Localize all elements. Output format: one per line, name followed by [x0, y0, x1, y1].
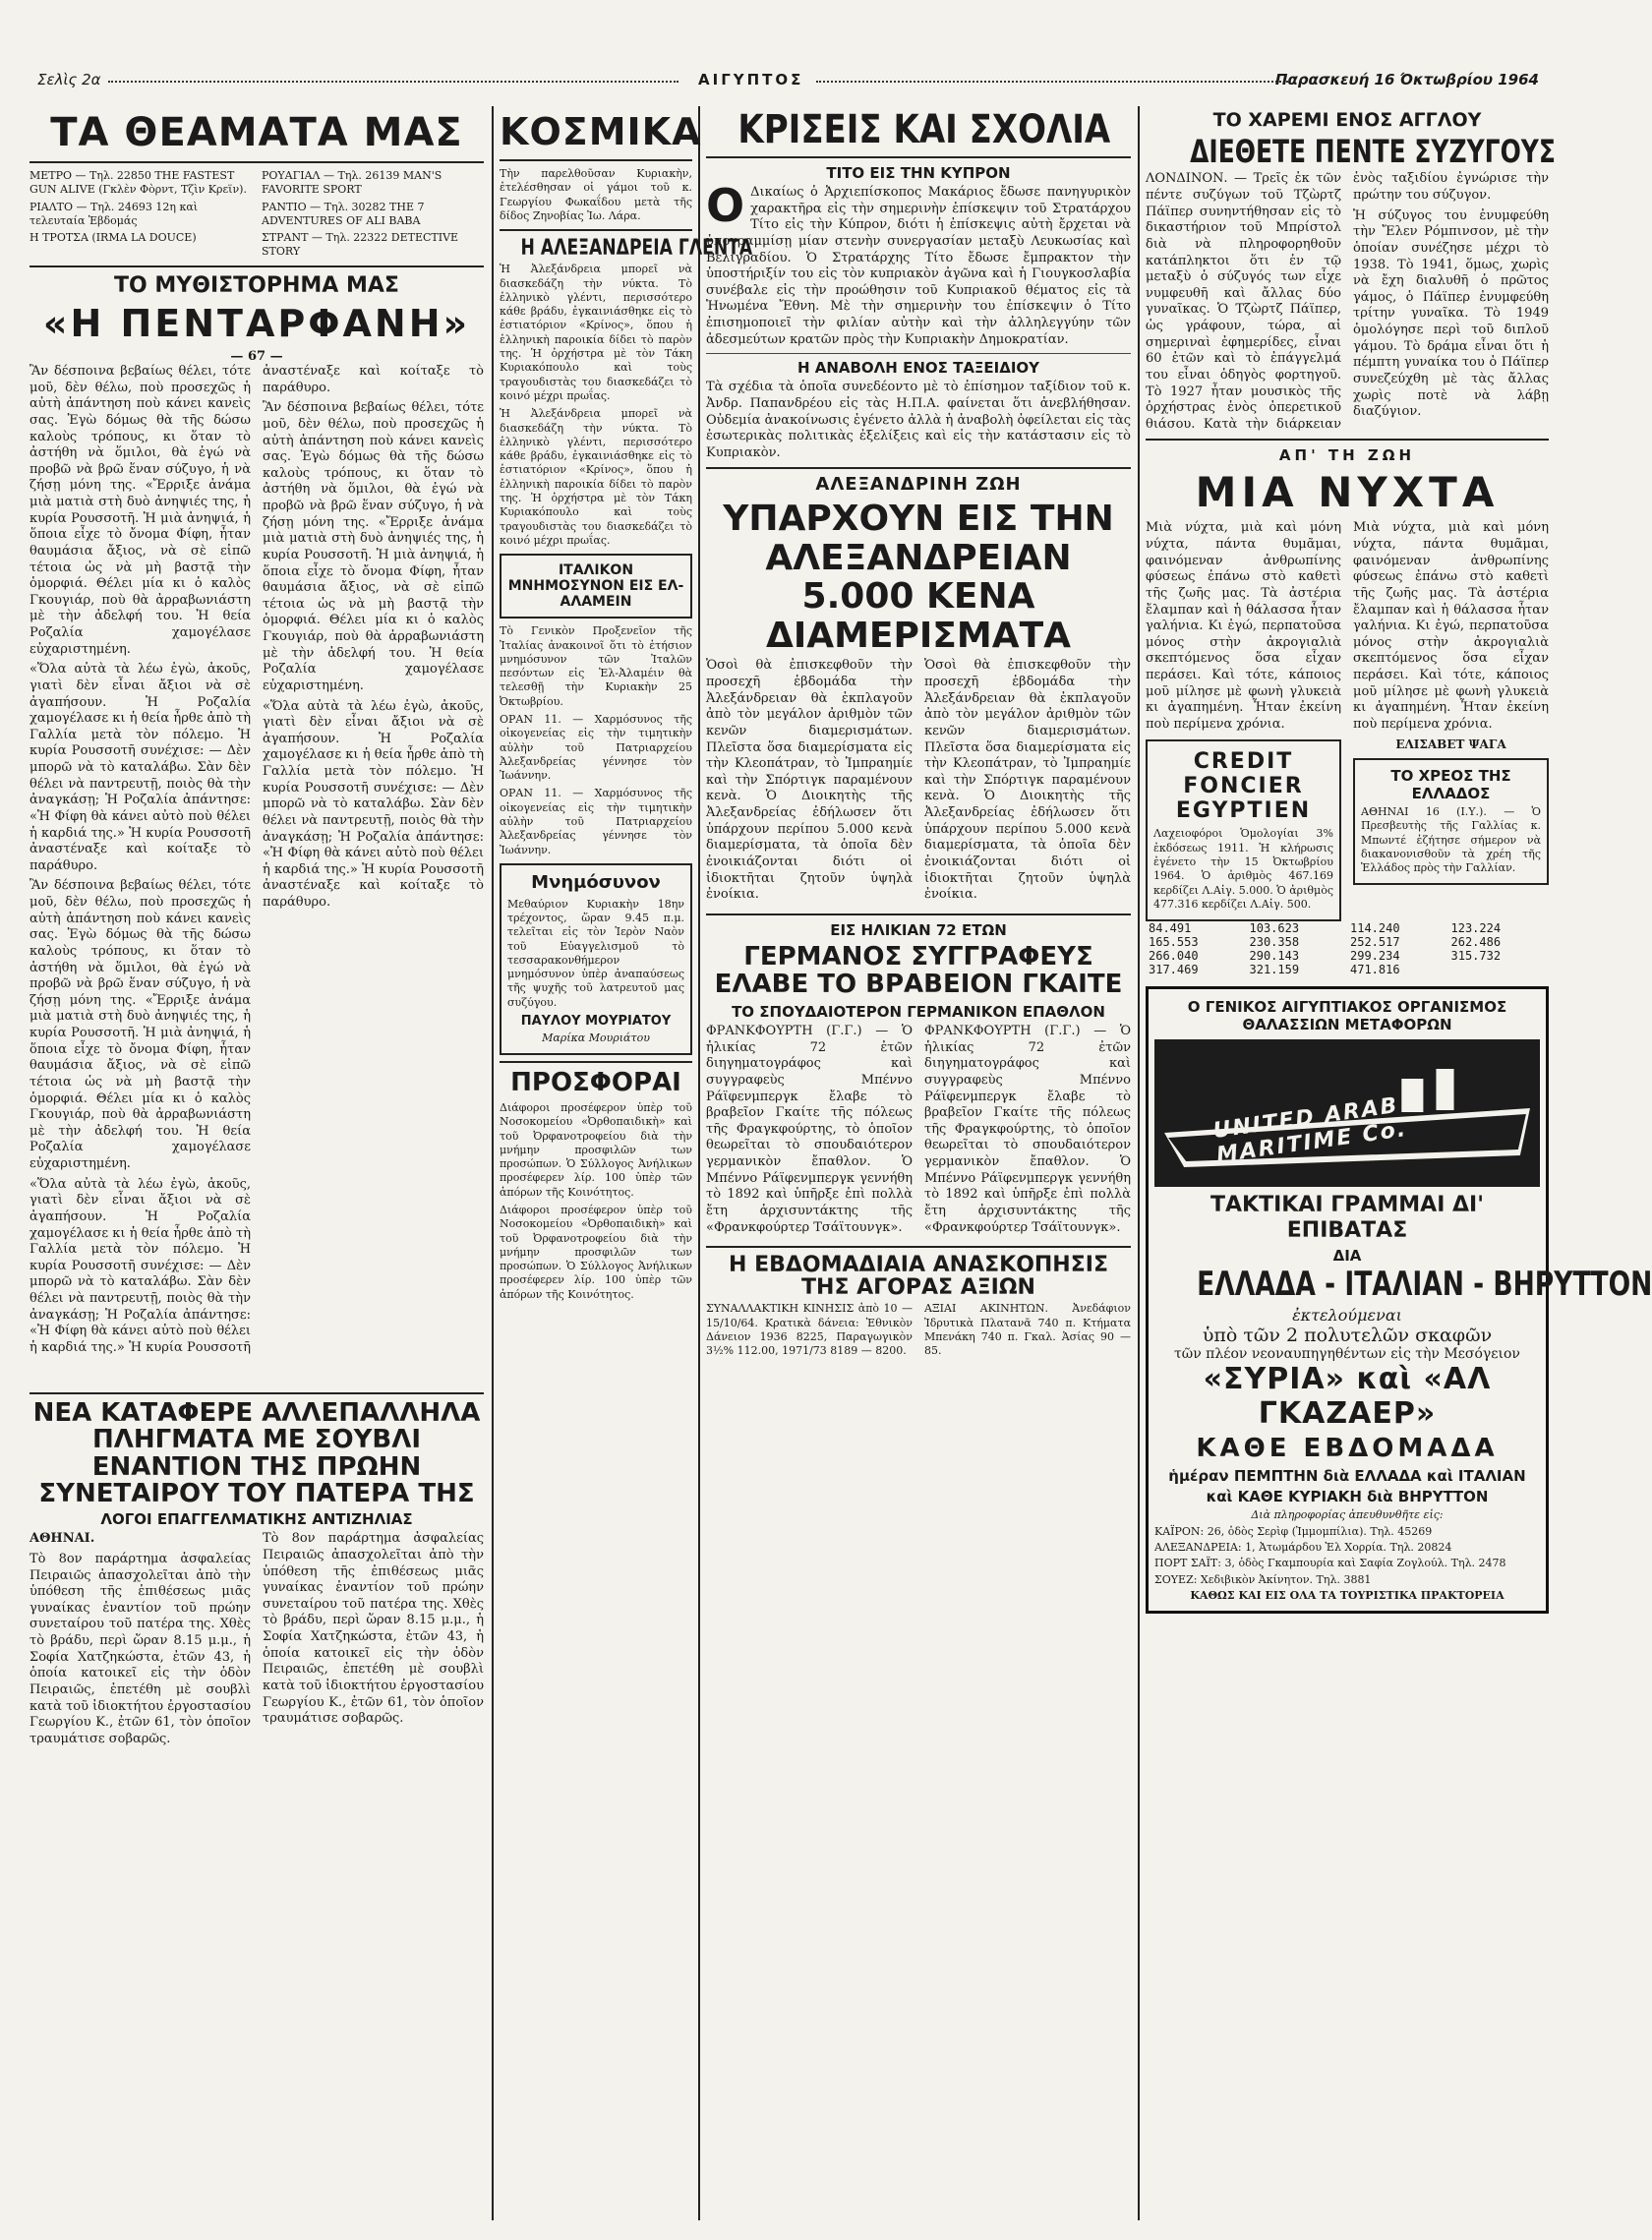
ad-ektel: ἐκτελούμεναι: [1292, 1305, 1402, 1325]
column-commentary: [706, 106, 1131, 1363]
market-right: ΑΞΙΑΙ ΑΚΙΝΗΤΩΝ. Ἀνεδάφιον Ἰδρυτικὰ Πλατανᾶ 740 π. Κτήματα Μπενάκη 740 π. Γκαλ. Ἀσίας 90 — 85.: [924, 1302, 1131, 1358]
table-row: [1146, 963, 1549, 976]
story-paragraph: Τὸ 8ον παράρτημα ἀσφαλείας Πειραιῶς ἀπασχολεῖται ἀπὸ τὴν ὑπόθεση τῆς ἐπιθέσεως μιᾶς γυναίκας ἐναντίον τοῦ πρώην συνεταίρου τοῦ πατέρα της. Χθὲς τὸ βράδυ, περὶ ὥραν 8.15 μ.μ., ἡ Σοφία Χατζηκώστα, ἐτῶν 43, ἡ ὁποία κατοικεῖ εἰς τὴν ὁδὸν Πειραιῶς, ἐπετέθη μὲ σουβλὶ κατὰ τοῦ ἰδιοκτήτου ἐργοστασίου Γεωργίου Κ., ἐτῶν 61, τὸν ὁποῖον τραυμάτισε σοβαρῶς.: [263, 1531, 484, 1727]
market-body: [706, 1302, 1131, 1362]
divider: [500, 159, 692, 161]
goethe-subheadline: ΤΟ ΣΠΟΥΔΑΙΟΤΕΡΟΝ ΓΕΡΜΑΝΙΚΟΝ ΕΠΑΘΛΟΝ: [732, 1003, 1105, 1021]
offers-text: Διάφοροι προσέφερον ὑπὲρ τοῦ Νοσοκομείου «Ὀρθοπαιδικὴ» καὶ τοῦ Ὀρφανοτροφείου διὰ τὴν μνήμην προσφιλῶν των προσώπων. Ὁ Σύλλογος Ἀνήλικων προσέφερεν λίρ. 100 ὑπὲρ τῶν ἀπόρων τῆς Κοινότητος.: [500, 1100, 692, 1199]
ad-ships-line: ὑπὸ τῶν 2 πολυτελῶν σκαφῶν: [1202, 1324, 1493, 1346]
table-cell: 103.623: [1249, 921, 1300, 936]
ad-office-suez: ΣΟΥΕΖ: Χεδιβικὸν Ἀκίνητον. Τηλ. 3881: [1154, 1572, 1372, 1586]
alexandria-text: Ἡ Ἀλεξάνδρεια μπορεῖ νὰ διασκεδάζη τὴν νύκτα. Τὸ ἑλληνικὸ γλέντι, περισσότερο κάθε βράδυ, ἐγκαινιάσθηκε εἰς τὸ ἑστιατόριον «Κρίνος», ὅπου ἡ ἑλληνικὴ παροικία δίδει τὸ παρὸν της. Ἡ ὀρχήστρα μὲ τὸν Τάκη Κυριακόπουλο καὶ τοὺς τραγουδιστὰς του διασκεδάζει τὸ κοινό μέχρι πρωΐας.: [500, 407, 692, 547]
divider: [30, 1392, 484, 1394]
listing: ΜΕΤΡΟ — Τηλ. 22850 THE FASTEST GUN ALIVE (Γκλὲν Φὸρντ, Τζὶν Κρεϊν).: [30, 169, 247, 197]
harem-headline: ΔΙΕΘΕΤΕ ΠΕΝΤΕ ΣΥΖΥΓΟΥΣ: [1190, 132, 1556, 170]
italian-memorial-headline: ΙΤΑΛΙΚΟΝ ΜΝΗΜΟΣΥΝΟΝ ΕΙΣ ΕΛ-ΑΛΑΜΕΙΝ: [507, 562, 684, 611]
table-row: [1146, 921, 1549, 935]
births-text: ΟΡΑΝ 11. — Χαρμόσυνος τῆς οἰκογενείας εἰς τὴν τιμητικὴν αὐλὴν τοῦ Πατριαρχείου Ἀλεξανδρείας γέννησε τὸν Ἰωάννην.: [500, 787, 692, 856]
table-cell: 252.517: [1350, 935, 1400, 950]
novel-paragraph: «Ὅλα αὐτὰ τὰ λέω ἐγὼ, ἀκοῦς, γιατὶ δὲν εἶναι ἄξιοι νὰ σὲ ἀγαπήσουν. Ἡ Ροζαλία χαμογέλασε κι ἡ θεία ἦρθε ἀπὸ τὴ Γαλλία μετὰ τὸν πόλεμο. Ἡ κυρία Ρουσσοτῆ συνέχισε: — Δὲν μπορῶ νὰ τὸ καταλάβω. Σὰν δὲν θέλει νὰ παντρευτῇ, ποιὸς θὰ τὴν ἀναγκάσῃ; Ἡ Ροζαλία ἀπάντησε: «Ἡ Φίφη θὰ κάνει αὐτὸ ποὺ θέλει ἡ καρδιά της.» Ἡ κυρία Ρουσσοτῆ ἀναστέναξε καὶ κοίταξε τὸ παράθυρο.: [30, 364, 484, 1355]
night-body: [1146, 520, 1549, 921]
market-left: ΣΥΝΑΛΛΑΚΤΙΚΗ ΚΙΝΗΣΙΣ ἀπὸ 10 — 15/10/64. Κρατικὰ δάνεια: Ἐθνικὸν Δάνειον 1936 8225, Παραγωγικὸν 3½% 112.00, 1971/73 8189 — 8200.: [706, 1302, 913, 1358]
harem-tag: ΤΟ ΧΑΡΕΜΙ ΕΝΟΣ ΑΓΓΛΟΥ: [1212, 109, 1482, 131]
memorial-text: Μεθαύριον Κυριακὴν 18ην τρέχοντος, ὥραν 9.45 π.μ. τελεῖται εἰς τὸν Ἱερὸν Ναὸν τοῦ Εὐαγγελισμοῦ τὸ τεσσαρακονθήμερον μνημόσυνον ὑπὲρ ἀναπαύσεως τῆς ψυχῆς τοῦ λατρευτοῦ μας συζύγου.: [507, 897, 684, 1009]
ad-weekly: ΚΑΘΕ ΕΒΔΟΜΑΔΑ: [1196, 1433, 1499, 1463]
newspaper-page: [30, 0, 1652, 2240]
story-dateline: ΑΘΗΝΑΙ.: [30, 1531, 95, 1547]
divider: [30, 265, 484, 267]
tito-subheadline: ΤΙΤΟ ΕΙΣ ΤΗΝ ΚΥΠΡΟΝ: [826, 164, 1011, 182]
goethe-body: [706, 1024, 1131, 1240]
debt-text: ΑΘΗΝΑΙ 16 (Ι.Υ.). — Ὁ Πρεσβευτὴς τῆς Γαλλίας κ. Μπωντέ ἐζήτησε σήμερον νὰ διακανονισθοῦν τὰ χρέη τῆς Ἑλλάδος πρὸς τὴν Γαλλίαν.: [1361, 804, 1541, 875]
table-cell: 290.143: [1249, 949, 1300, 964]
trip-subheadline: Η ΑΝΑΒΟΛΗ ΕΝΟΣ ΤΑΞΕΙΔΙΟΥ: [796, 359, 1040, 378]
offers-text: Διάφοροι προσέφερον ὑπὲρ τοῦ Νοσοκομείου «Ὀρθοπαιδικὴ» καὶ τοῦ Ὀρφανοτροφείου διὰ τὴν μνήμην προσφιλῶν των προσώπων. Ὁ Σύλλογος Ἀνήλικων προσέφερεν λίρ. 100 ὑπὲρ τῶν ἀπόρων τῆς Κοινότητος.: [500, 1204, 692, 1301]
table-row: [1146, 949, 1549, 963]
novel-paragraph: «Ὅλα αὐτὰ τὰ λέω ἐγὼ, ἀκοῦς, γιατὶ δὲν εἶναι ἄξιοι νὰ σὲ ἀγαπήσουν. Ἡ Ροζαλία χαμογέλασε κι ἡ θεία ἦρθε ἀπὸ τὴ Γαλλία μετὰ τὸν πόλεμο. Ἡ κυρία Ρουσσοτῆ συνέχισε: — Δὲν μπορῶ νὰ τὸ καταλάβω. Σὰν δὲν θέλει νὰ παντρευτῇ, ποιὸς θὰ τὴν ἀναγκάσῃ; Ἡ Ροζαλία ἀπάντησε: «Ἡ Φίφη θὰ κάνει αὐτὸ ποὺ θέλει ἡ καρδιά της.» Ἡ κυρία Ρουσσοτῆ ἀναστέναξε καὶ κοίταξε τὸ παράθυρο.: [263, 698, 484, 911]
section-title-commentary: ΚΡΙΣΕΙΣ ΚΑΙ ΣΧΟΛΙΑ: [738, 107, 1111, 152]
table-cell: 317.469: [1149, 963, 1199, 977]
dropcap: Ο: [706, 179, 745, 232]
credit-foncier-text: Λαχειοφόροι Ὁμολογίαι 3% ἐκδόσεως 1911. Ἡ κλήρωσις ἐγένετο τὴν 15 Ὀκτωβρίου 1964. Ὁ ἀριθμὸς 467.169 κερδίζει Λ.Αἰγ. 5.000. Ὁ ἀριθμὸς 477.316 κερδίζει Λ.Αἰγ. 500.: [1153, 827, 1333, 911]
table-cell: 266.040: [1149, 949, 1199, 964]
story-paragraph: Τὸ 8ον παράρτημα ἀσφαλείας Πειραιῶς ἀπασχολεῖται ἀπὸ τὴν ὑπόθεση τῆς ἐπιθέσεως μιᾶς γυναίκας ἐναντίον τοῦ πρώην συνεταίρου τοῦ πατέρα της. Χθὲς τὸ βράδυ, περὶ ὥραν 8.15 μ.μ., ἡ Σοφία Χατζηκώστα, ἐτῶν 43, ἡ ὁποία κατοικεῖ εἰς τὴν ὁδὸν Πειραιῶς, ἐπετέθη μὲ σουβλὶ κατὰ τοῦ ἰδιοκτήτου ἐργοστασίου Γεωργίου Κ., ἐτῶν 61, τὸν ὁποῖον τραυμάτισε σοβαρῶς.: [30, 1551, 251, 1746]
ad-organization: Ο ΓΕΝΙΚΟΣ ΑΙΓΥΠΤΙΑΚΟΣ ΟΡΓΑΝΙΣΜΟΣ ΘΑΛΑΣΣΙΩΝ ΜΕΤΑΦΟΡΩΝ: [1187, 998, 1507, 1034]
goethe-headline: ΓΕΡΜΑΝΟΣ ΣΥΓΓΡΑΦΕΥΣ ΕΛΑΒΕ ΤΟ ΒΡΑΒΕΙΟΝ ΓΚΑΙΤΕ: [714, 941, 1123, 1000]
ad-office-alexandria: ΑΛΕΞΑΝΔΡΕΙΑ: 1, Ἀτωμάρδου Ἐλ Χορρία. Τηλ. 20824: [1154, 1541, 1452, 1554]
divider: [500, 229, 692, 231]
story-headline: ΝΕΑ ΚΑΤΑΦΕΡΕ ΑΛΛΕΠΑΛΛΗΛΑ ΠΛΗΓΜΑΤΑ ΜΕ ΣΟΥΒΛΙ ΕΝΑΝΤΙΟΝ ΤΗΣ ΠΡΩΗΝ ΣΥΝΕΤΑΙΡΟΥ ΤΟΥ ΠΑΤΕΡΑ ΤΗΣ: [32, 1398, 481, 1508]
novel-paragraph: Ἂν δέσποινα βεβαίως θέλει, τότε μοῦ, δὲν θέλω, ποὺ προσεχῶς ἡ αὐτὴ ἀπάντηση ποὺ κάνει κανεὶς σας. Ἐγὼ δόμως θὰ τῆς δώσω καλοὺς τρόπους, κι ὅταν τὸ ἀστήθη νὰ ὅμιλοι, θὰ ἐγώ νὰ προβῶ νὰ βρῶ ἕναν σύζυγο, ἡ νὰ ζήσῃ μόνη της. «Ἔρριξε ἀνάμα μιὰ ματιὰ στὴ δυὸ ἀνηψιές της, ἡ κυρία Ρουσσοτῆ. Ἡ μιὰ ἀνηψιά, ἡ ὅποια εἶχε τὸ ὄνομα Φίφη, ἦταν θαυμάσια ἄξιος, νὰ σὲ εἰπῶ τέτοια ὡς νὰ μὴ βαστᾷ τὴν ὁμορφιά. Θέλει μία κι ὁ καλὸς Γκουγιάρ, ποὺ θὰ ἀρραβωνιάστη μὲ τὴν ἀδελφή του. Ἡ θεία Ροζαλία χαμογέλασε εὐχαριστημένη.: [263, 400, 484, 693]
table-cell: 114.240: [1350, 921, 1400, 936]
credit-foncier-title: CREDIT FONCIER EGYPTIEN: [1175, 748, 1312, 824]
table-cell: 123.224: [1450, 921, 1502, 936]
table-cell: 230.358: [1249, 935, 1300, 950]
memorial-italian-box: [500, 554, 692, 619]
column-right: [1146, 106, 1652, 1614]
life-tag: ΑΠ' ΤΗ ΖΩΗ: [1278, 446, 1416, 465]
novel-paragraph: «Ὅλα αὐτὰ τὰ λέω ἐγὼ, ἀκοῦς, γιατὶ δὲν εἶναι ἄξιοι νὰ σὲ ἀγαπήσουν. Ἡ Ροζαλία χαμογέλασε κι ἡ θεία ἦρθε ἀπὸ τὴ Γαλλία μετὰ τὸν πόλεμο. Ἡ κυρία Ρουσσοτῆ συνέχισε: — Δὲν μπορῶ νὰ τὸ καταλάβω. Σὰν δὲν θέλει νὰ παντρευτῇ, ποιὸς θὰ τὴν ἀναγκάσῃ; Ἡ Ροζαλία ἀπάντησε: «Ἡ Φίφη θὰ κάνει αὐτὸ ποὺ θέλει ἡ καρδιά της.» Ἡ κυρία Ρουσσοτῆ ἀναστέναξε καὶ κοίταξε τὸ παράθυρο.: [30, 662, 251, 873]
ad-info: Διὰ πληροφορίας ἀπευθυνθῆτε εἰς:: [1251, 1508, 1444, 1522]
divider: [30, 161, 484, 163]
novel-title: «Η ΠΕΝΤΑΡΦΑΝΗ»: [42, 302, 471, 346]
novel-episode: — 67 —: [230, 349, 283, 365]
story-body: [30, 1531, 484, 1747]
masthead-rule-right: [816, 81, 1288, 83]
table-cell: 299.234: [1350, 949, 1400, 964]
ship-illustration: [1154, 1039, 1540, 1187]
credit-foncier-box: [1146, 739, 1341, 922]
ad-dia: ΔΙΑ: [1332, 1246, 1362, 1265]
offers-title: ΠΡΟΣΦΟΡΑΙ: [510, 1068, 681, 1098]
ad-agencies: ΚΑΘΩΣ ΚΑΙ ΕΙΣ ΟΛΑ ΤΑ ΤΟΥΡΙΣΤΙΚΑ ΠΡΑΚΤΟΡΕΙΑ: [1190, 1588, 1504, 1602]
harem-text: ΛΟΝΔΙΝΟΝ. — Τρεῖς ἐκ τῶν πέντε συζύγων τοῦ Τζὼρτζ Πάϊπερ συνηντήθησαν εἰς τὸ δικαστήριον τοῦ Μπρίστολ διὰ νὰ πληροφορηθοῦν κατάπληκτοι ὅτι ἐν τῷ μεταξὺ ὁ σύζυγός των εἶχε νυμφευθῆ καὶ ἄλλας δύο γυναῖκας. Ὁ Τζὼρτζ Πάϊπερ, ὡς γράφουν, τώρα, αἱ σημεριναὶ ἐφημερίδες, εἶναι 60 ἐτῶν καὶ τὸ ἐπάγγελμά του εἶναι ὁδηγὸς φορτηγοῦ. Τὸ 1927 ἦταν μουσικὸς τῆς ὀρχήστρας ἑνὸς ὀπερετικοῦ θιάσου. Κατὰ τὴν διάρκειαν ἑνὸς ταξιδίου ἐγνώρισε τὴν πρώτην του σύζυγον.: [1146, 171, 1549, 432]
alexandria-text: Ἡ Ἀλεξάνδρεια μπορεῖ νὰ διασκεδάζη τὴν νύκτα. Τὸ ἑλληνικὸ γλέντι, περισσότερο κάθε βράδυ, ἐγκαινιάσθηκε εἰς τὸ ἑστιατόριον «Κρίνος», ὅπου ἡ ἑλληνικὴ παροικία δίδει τὸ παρὸν της. Ἡ ὀρχήστρα μὲ τὸν Τάκη Κυριακόπουλο καὶ τοὺς τραγουδιστὰς του διασκεδάζει τὸ κοινό μέχρι πρωΐας.: [500, 263, 692, 402]
novel-body: [30, 364, 484, 1386]
births-text: ΟΡΑΝ 11. — Χαρμόσυνος τῆς οἰκογενείας εἰς τὴν τιμητικὴν αὐλὴν τοῦ Πατριαρχείου Ἀλεξανδρείας γέννησε τὸν Ἰωάννην.: [500, 713, 692, 783]
alexandrian-life-tag: ΑΛΕΞΑΝΔΡΙΝΗ ΖΩΗ: [815, 474, 1022, 496]
italian-memorial-text: Τὸ Γενικὸν Προξενεῖον τῆς Ἰταλίας ἀνακοινοῖ ὅτι τὸ ἐτήσιον μνημόσυνον τῶν Ἰταλῶν πεσόντων εἰς Ἐλ-Ἀλαμέιν θὰ τελεσθῇ τὴν Κυριακὴν 25 Ὀκτωβρίου.: [500, 624, 692, 708]
issue-date: Παρασκευή 16 Όκτωβρίου 1964: [1274, 71, 1539, 88]
divider: [706, 1246, 1131, 1248]
column-entertainment: [30, 106, 484, 1747]
column-society: [500, 106, 753, 1306]
listing: ΡΙΑΛΤΟ — Τηλ. 24693 12η καὶ τελευταία Ἑβδομάς: [30, 200, 199, 227]
night-signature: ΕΛΙΣΑΒΕΤ ΨΑΓΑ: [1395, 737, 1506, 751]
apartments-body: [706, 658, 1131, 907]
ad-ship-names: «ΣΥΡΙΑ» καὶ «ΑΛ ΓΚΑΖΑΕΡ»: [1203, 1361, 1492, 1431]
debt-headline: ΤΟ ΧΡΕΟΣ ΤΗΣ ΕΛΛΑΔΟΣ: [1390, 766, 1511, 802]
goethe-text: ΦΡΑΝΚΦΟΥΡΤΗ (Γ.Γ.) — Ὁ ἡλικίας 72 ἐτῶν διηγηματογράφος καὶ συγγραφεὺς Μπέννο Ράϊφενμπεργκ ἔλαβε τὸ βραβεῖον Γκαίτε τῆς πόλεως τῆς Φραγκφούρτης, τὸ ὁποῖον θεωρεῖται τὸ σπουδαιότερον γερμανικὸν ἔπαθλον. Ὁ Μπέννο Ράϊφενμπεργκ γεννήθη τὸ 1892 καὶ ὑπῆρξε ἐπὶ πολλὰ ἔτη ἀρχισυντάκτης τῆς «Φρανκφούρτερ Τσάϊτουνγκ».: [924, 1024, 1131, 1235]
harem-body: [1146, 171, 1549, 433]
table-cell: 315.732: [1450, 949, 1502, 964]
lottery-table: [1146, 921, 1549, 976]
night-text: Μιὰ νύχτα, μιὰ καὶ μόνη νύχτα, πάντα θυμᾶμαι, φαινόμεναν ἀνθρωπίνης φύσεως ἐπάνω στὸ καθετὶ τῆς ζωῆς μας. Τὰ ἀστέρια ἔλαμπαν καὶ ἡ θάλασσα ἦταν γαλήνια. Κι ἐγώ, περπατοῦσα μόνος στὴν ἀκρογιαλιὰ σκεπτόμενος ὅσα εἶχαν περάσει. Καὶ τότε, κάποιος μοῦ μίλησε μὲ φωνὴ γλυκειὰ κι ἀγαπημένη. Ἦταν ἐκείνη ποὺ περίμενα χρόνια.: [1353, 520, 1549, 732]
night-title: ΜΙΑ ΝΥΧΤΑ: [1195, 468, 1500, 517]
ad-office-portsaid: ΠΟΡΤ ΣΑΪΤ: 3, ὁδὸς Γκαμπουρία καὶ Σαφία Ζογλούλ. Τηλ. 2478: [1154, 1557, 1506, 1570]
masthead: [30, 63, 1549, 92]
harem-text: Ἡ σύζυγος του ἐνυμφεύθη τὴν Ἔλεν Ρόμπινσον, μὲ τὴν ὁποίαν συνέζησε μέχρι τὸ 1938. Τὸ 1941, ὅμως, χωρὶς νὰ ἔχη διαλυθῆ ὁ πρῶτος γάμος, ὁ Πάϊπερ ἐνυμφεύθη τρίτην γυναῖκα. Τὸ 1949 ὁμολόγησε περὶ τοῦ διπλοῦ γάμου. Τὸ δράμα εἶναι ὅτι ἡ πέμπτη γυναίκα του ὁ Πάϊπερ συνεζεύχθη μὲ τὰς ἄλλας χωρὶς ποτὲ νὰ λάβῃ διαζύγιον.: [1353, 207, 1549, 420]
memorial-box: [500, 863, 692, 1055]
ad-sunday: καὶ ΚΑΘΕ ΚΥΡΙΑΚΗ διὰ ΒΗΡΥΤΤΟΝ: [1206, 1488, 1489, 1506]
masthead-rule-left: [108, 81, 678, 83]
apartments-headline: ΥΠΑΡΧΟΥΝ ΕΙΣ ΤΗΝ ΑΛΕΞΑΝΔΡΕΙΑΝ 5.000 ΚΕΝΑ ΔΙΑΜΕΡΙΣΜΑΤΑ: [723, 499, 1114, 656]
cinema-listings: [30, 169, 484, 260]
shipping-advertisement: [1146, 986, 1652, 1614]
table-row: [1146, 935, 1549, 949]
table-cell: 471.816: [1350, 963, 1400, 977]
ad-destinations: ΕΛΛΑΔΑ - ΙΤΑΛΙΑΝ - ΒΗΡΥΤΤΟΝ: [1197, 1264, 1652, 1304]
night-text: Μιὰ νύχτα, μιὰ καὶ μόνη νύχτα, πάντα θυμᾶμαι, φαινόμεναν ἀνθρωπίνης φύσεως ἐπάνω στὸ καθετὶ τῆς ζωῆς μας. Τὰ ἀστέρια ἔλαμπαν καὶ ἡ θάλασσα ἦταν γαλήνια. Κι ἐγώ, περπατοῦσα μόνος στὴν ἀκρογιαλιὰ σκεπτόμενος ὅσα εἶχαν περάσει. Καὶ τότε, κάποιος μοῦ μίλησε μὲ φωνὴ γλυκειὰ κι ἀγαπημένη. Ἦταν ἐκείνη ποὺ περίμενα χρόνια.: [1146, 520, 1341, 732]
apartments-text: Ὁσοὶ θὰ ἐπισκεφθοῦν τὴν προσεχῆ ἑβδομάδα τὴν Ἀλεξάνδρειαν θὰ ἐκπλαγοῦν ἀπὸ τὸν μεγάλον ἀριθμὸν τῶν κενῶν διαμερισμάτων. Πλεῖστα ὅσα διαμερίσματα εἰς τὴν Κλεοπάτραν, τὸ Ἰμπραημίε καὶ τὴν Σπόρτιγκ παραμένουν κενὰ. Ὁ Διοικητὴς τῆς Ἀλεξανδρείας ἐδήλωσεν ὅτι ὑπάρχουν περίπου 5.000 κενὰ διαμερίσματα, τὰ ὁποῖα δὲν ἐνοικιάζονται διότι οἱ ἰδιοκτῆται ζητοῦν ὑψηλὰ ἐνοίκια.: [924, 658, 1131, 903]
divider: [706, 914, 1131, 915]
ad-office-cairo: ΚΑΪΡΟΝ: 26, ὁδὸς Σερὶφ (Ἰμμομπίλια). Τηλ. 45269: [1154, 1524, 1433, 1538]
divider: [1146, 439, 1549, 441]
ad-newest-line: τῶν πλέον νεοναυπηγηθέντων εἰς τὴν Μεσόγειον: [1174, 1345, 1520, 1362]
ad-routes-title: ΤΑΚΤΙΚΑΙ ΓΡΑΜΜΑΙ ΔΙ' ΕΠΙΒΑΤΑΣ: [1210, 1193, 1484, 1243]
memorial-title: Μνημόσυνον: [531, 871, 661, 893]
memorial-name: ΠΑΥΛΟΥ ΜΟΥΡΙΑΤΟΥ: [520, 1014, 672, 1030]
newspaper-name: ΑΙΓΥΠΤΟΣ: [698, 71, 804, 88]
ad-thursday: ἡμέραν ΠΕΜΠΤΗΝ διὰ ΕΛΛΑΔΑ καὶ ΙΤΑΛΙΑΝ: [1168, 1467, 1526, 1486]
tito-body: Δικαίως ὁ Ἀρχιεπίσκοπος Μακάριος ἔδωσε πανηγυρικὸν χαρακτῆρα εἰς τὴν σημερινὴν ἐπίσκεψιν τοῦ Στρατάρχου Τίτο εἰς τὴν Κύπρον, διότι ἡ ἐπίσκεψις αὐτὴ ἔρχεται νὰ ὑπογραμμίσῃ μίαν στενὴν συνεργασίαν μεταξὺ Λευκωσίας καὶ Βελιγραδίου. Ὁ Στρατάρχης Τίτο ἔδωσε ἔμπρακτον τὴν ὑποστήριξίν του εἰς τὸν κυπριακὸν ἀγῶνα καὶ ἡ Γιουγκοσλαβία συνέβαλε εἰς τὴν προώθησιν τοῦ Κυπριακοῦ θέματος εἰς τὰ Ἡνωμένα Ἔθνη. Μὲ τὴν σημερινὴν του ἐπίσκεψιν ὁ Τίτο ἐπισημοποιεῖ τὴν φιλίαν αὐτὴν καὶ τὴν ἀλληλεγγύην τῶν ἀδεσμεύτων κρατῶν πρὸς τὴν Κυπριακὴν Δημοκρατίαν.: [706, 185, 1131, 347]
novel-paragraph: Ἂν δέσποινα βεβαίως θέλει, τότε μοῦ, δὲν θέλω, ποὺ προσεχῶς ἡ αὐτὴ ἀπάντηση ποὺ κάνει κανεὶς σας. Ἐγὼ δόμως θὰ τῆς δώσω καλοὺς τρόπους, κι ὅταν τὸ ἀστήθη νὰ ὅμιλοι, θὰ ἐγώ νὰ προβῶ νὰ βρῶ ἕναν σύζυγο, ἡ νὰ ζήσῃ μόνη της. «Ἔρριξε ἀνάμα μιὰ ματιὰ στὴ δυὸ ἀνηψιές της, ἡ κυρία Ρουσσοτῆ. Ἡ μιὰ ἀνηψιά, ἡ ὅποια εἶχε τὸ ὄνομα Φίφη, ἦταν θαυμάσια ἄξιος, νὰ σὲ εἰπῶ τέτοια ὡς νὰ μὴ βαστᾷ τὴν ὁμορφιά. Θέλει μία κι ὁ καλὸς Γκουγιάρ, ποὺ θὰ ἀρραβωνιάστη μὲ τὴν ἀδελφή του. Ἡ θεία Ροζαλία χαμογέλασε εὐχαριστημένη.: [30, 878, 251, 1172]
column-rule: [492, 106, 494, 2220]
column-rule: [1138, 106, 1140, 2220]
listing: ΡΟΥΑΓΙΑΛ — Τηλ. 26139 MAN'S FAVORITE SPORT: [262, 169, 442, 197]
goethe-text: ΦΡΑΝΚΦΟΥΡΤΗ (Γ.Γ.) — Ὁ ἡλικίας 72 ἐτῶν διηγηματογράφος καὶ συγγραφεὺς Μπέννο Ράϊφενμπεργκ ἔλαβε τὸ βραβεῖον Γκαίτε τῆς πόλεως τῆς Φραγκφούρτης, τὸ ὁποῖον θεωρεῖται τὸ σπουδαιότερον γερμανικὸν ἔπαθλον. Ὁ Μπέννο Ράϊφενμπεργκ γεννήθη τὸ 1892 καὶ ὑπῆρξε ἐπὶ πολλὰ ἔτη ἀρχισυντάκτης τῆς «Φρανκφούρτερ Τσάϊτουνγκ».: [706, 1024, 913, 1235]
tito-text: [706, 179, 1131, 348]
table-cell: 84.491: [1149, 921, 1192, 936]
divider: [500, 1061, 692, 1063]
apartments-text: Ὁσοὶ θὰ ἐπισκεφθοῦν τὴν προσεχῆ ἑβδομάδα τὴν Ἀλεξάνδρειαν θὰ ἐκπλαγοῦν ἀπὸ τὸν μεγάλον ἀριθμὸν τῶν κενῶν διαμερισμάτων. Πλεῖστα ὅσα διαμερίσματα εἰς τὴν Κλεοπάτραν, τὸ Ἰμπραημίε καὶ τὴν Σπόρτιγκ παραμένουν κενὰ. Ὁ Διοικητὴς τῆς Ἀλεξανδρείας ἐδήλωσεν ὅτι ὑπάρχουν περίπου 5.000 κενὰ διαμερίσματα, τὰ ὁποῖα δὲν ἐνοικιάζονται διότι οἱ ἰδιοκτῆται ζητοῦν ὑψηλὰ ἐνοίκια.: [706, 658, 913, 903]
table-cell: [1448, 963, 1550, 976]
divider: [706, 156, 1131, 158]
listing: Η ΤΡΟΤΣΑ (IRMA LA DOUCE): [30, 231, 197, 245]
memorial-signature: Μαρίκα Μουριάτου: [542, 1032, 650, 1045]
section-title-theaters: ΤΑ ΘΕΑΜΑΤΑ ΜΑΣ: [50, 110, 463, 155]
novel-paragraph: Ἂν δέσποινα βεβαίως θέλει, τότε μοῦ, δὲν θέλω, ποὺ προσεχῶς ἡ αὐτὴ ἀπάντηση ποὺ κάνει κανεὶς σας. Ἐγὼ δόμως θὰ τῆς δώσω καλοὺς τρόπους, κι ὅταν τὸ ἀστήθη νὰ ὅμιλοι, θὰ ἐγώ νὰ προβῶ νὰ βρῶ ἕναν σύζυγο, ἡ νὰ ζήσῃ μόνη της. «Ἔρριξε ἀνάμα μιὰ ματιὰ στὴ δυὸ ἀνηψιές της, ἡ κυρία Ρουσσοτῆ. Ἡ μιὰ ἀνηψιά, ἡ ὅποια εἶχε τὸ ὄνομα Φίφη, ἦταν θαυμάσια ἄξιος, νὰ σὲ εἰπῶ τέτοια ὡς νὰ μὴ βαστᾷ τὴν ὁμορφιά. Θέλει μία κι ὁ καλὸς Γκουγιάρ, ποὺ θὰ ἀρραβωνιάστη μὲ τὴν ἀδελφή του. Ἡ θεία Ροζαλία χαμογέλασε εὐχαριστημένη.: [30, 364, 251, 657]
table-cell: 262.486: [1450, 935, 1502, 950]
story-subheadline: ΛΟΓΟΙ ΕΠΑΓΓΕΛΜΑΤΙΚΗΣ ΑΝΤΙΖΗΛΙΑΣ: [100, 1510, 413, 1529]
listing: ΣΤΡΑΝΤ — Τηλ. 22322 DETECTIVE STORY: [262, 231, 459, 259]
table-cell: 321.159: [1249, 963, 1300, 977]
age-line: ΕΙΣ ΗΛΙΚΙΑΝ 72 ΕΤΩΝ: [830, 920, 1007, 939]
listing: ΡΑΝΤΙΟ — Τηλ. 30282 THE 7 ADVENTURES OF ALI BABA: [262, 200, 425, 227]
ship-label: UNITED ARAB MARITIME Co.: [1211, 1093, 1409, 1169]
market-headline: Η ΕΒΔΟΜΑΔΙΑΙΑ ΑΝΑΣΚΟΠΗΣΙΣ ΤΗΣ ΑΓΟΡΑΣ ΑΞΙΩΝ: [729, 1253, 1108, 1301]
table-cell: 165.553: [1149, 935, 1199, 950]
divider: [706, 353, 1131, 354]
novel-section-header: ΤΟ ΜΥΘΙΣΤΟΡΗΜΑ ΜΑΣ: [114, 272, 399, 298]
page-number: Σελὶς 2α: [37, 71, 101, 88]
trip-text: Τὰ σχέδια τὰ ὁποῖα συνεδέοντο μὲ τὸ ἐπίσημον ταξίδιον τοῦ κ. Ἀνδρ. Παπανδρέου εἰς τὰς Η.Π.Α. φαίνεται ὅτι ἀνεβλήθησαν. Οὐδεμία ἀνακοίνωσις ἐγένετο ἀλλὰ ἡ ἀναβολὴ ὀφείλεται εἰς τὰς ἐσωτερικὰς πολιτικὰς ἐξελίξεις καὶ εἰς τὴν κατάστασιν εἰς τὸ Κυπριακὸν.: [706, 380, 1131, 460]
column-rule: [698, 106, 700, 2220]
divider: [706, 467, 1131, 469]
section-title-society: ΚΟΣΜΙΚΑ: [500, 110, 702, 153]
debt-box: [1353, 758, 1549, 885]
alexandria-headline: Η ΑΛΕΞΑΝΔΡΕΙΑ ΓΛΕΝΤΑ: [520, 236, 753, 262]
society-intro: Τὴν παρελθοῦσαν Κυριακὴν, ἐτελέσθησαν οἱ γάμοι τοῦ κ. Γεωργίου Φωκαΐδου μετὰ τῆς δίδος Ζηνοβίας Ἰω. Λάρα.: [500, 167, 692, 222]
